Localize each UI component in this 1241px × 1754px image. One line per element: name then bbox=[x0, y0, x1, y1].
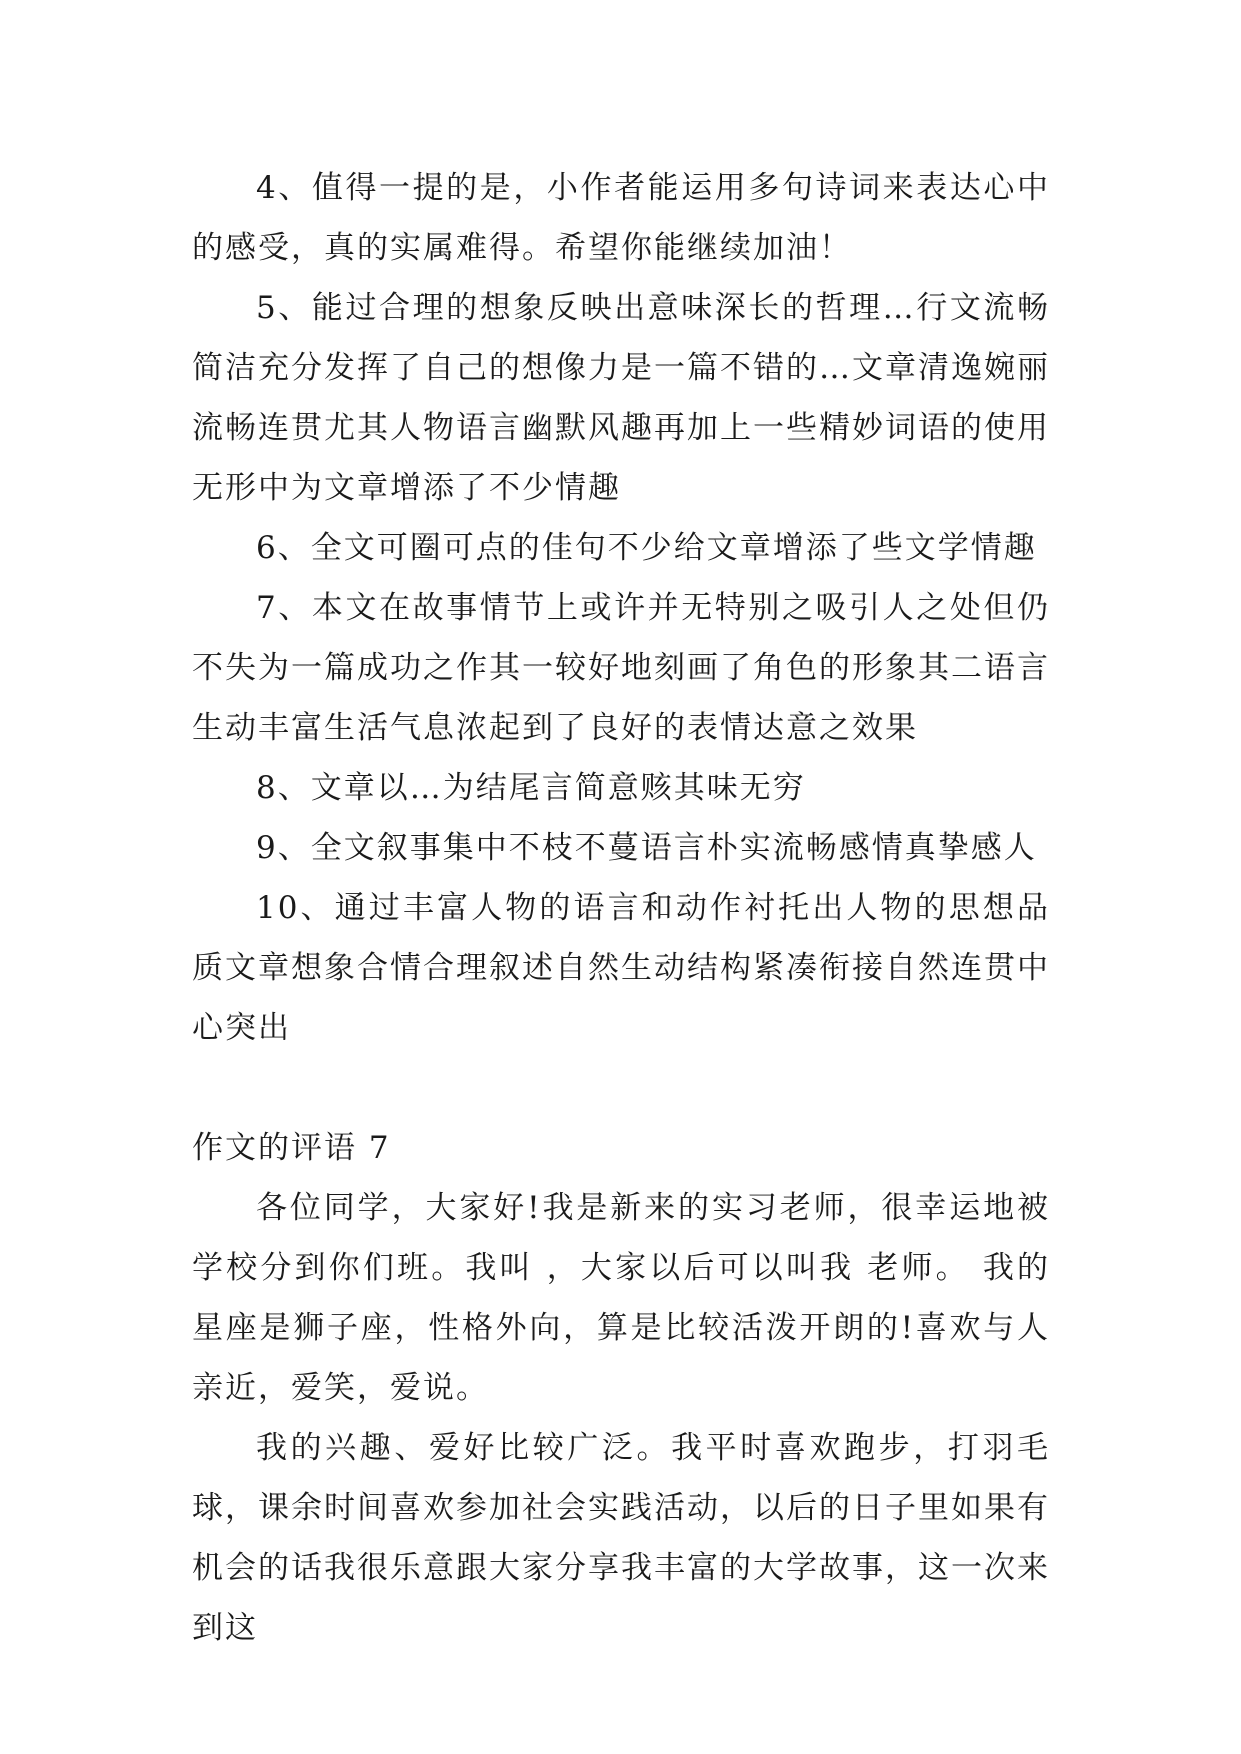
paragraph-intro: 各位同学，大家好!我是新来的实习老师，很幸运地被学校分到你们班。我叫 ，大家以后可以叫我 老师。 我的星座是狮子座，性格外向，算是比较活泼开朗的!喜欢与人亲近，爱笑，爱说。 bbox=[192, 1190, 1050, 1406]
paragraph-hobbies: 我的兴趣、爱好比较广泛。我平时喜欢跑步，打羽毛球，课余时间喜欢参加社会实践活动，以后的日子里如果有机会的话我很乐意跟大家分享我丰富的大学故事，这一次来到这 bbox=[192, 1430, 1050, 1646]
paragraph-comment-7: 7、本文在故事情节上或许并无特别之吸引人之处但仍不失为一篇成功之作其一较好地刻画了角色的形象其二语言生动丰富生活气息浓起到了良好的表情达意之效果 bbox=[192, 590, 1050, 746]
paragraph-comment-8: 8、文章以…为结尾言简意赅其味无穷 bbox=[256, 770, 806, 806]
paragraph-comment-9: 9、全文叙事集中不枝不蔓语言朴实流畅感情真挚感人 bbox=[256, 830, 1037, 866]
paragraph-comment-10: 10、通过丰富人物的语言和动作衬托出人物的思想品质文章想象合情合理叙述自然生动结构紧凑衔接自然连贯中心突出 bbox=[192, 890, 1050, 1046]
section-heading: 作文的评语 7 bbox=[192, 1130, 391, 1166]
paragraph-comment-5: 5、能过合理的想象反映出意味深长的哲理…行文流畅简洁充分发挥了自己的想像力是一篇不错的…文章清逸婉丽流畅连贯尤其人物语言幽默风趣再加上一些精妙词语的使用无形中为文章增添了不少情趣 bbox=[192, 290, 1050, 506]
document-body bbox=[192, 158, 1050, 1658]
paragraph-comment-6: 6、全文可圈可点的佳句不少给文章增添了些文学情趣 bbox=[256, 530, 1037, 566]
paragraph-comment-4: 4、值得一提的是，小作者能运用多句诗词来表达心中的感受，真的实属难得。希望你能继续加油！ bbox=[192, 170, 1050, 266]
